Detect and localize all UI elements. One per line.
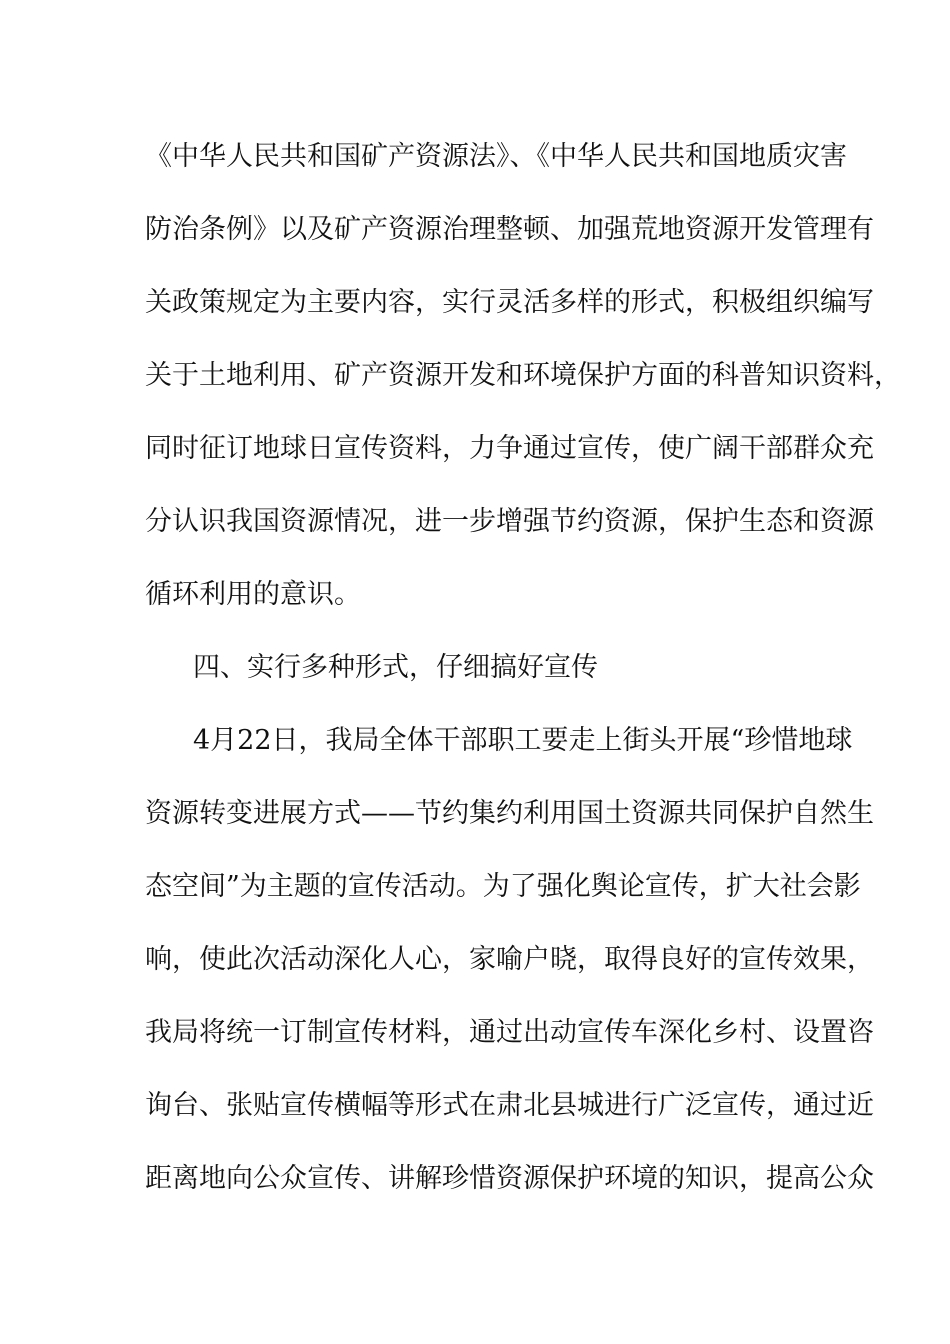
body-text-line: 询台、张贴宣传横幅等形式在肃北县城进行广泛宣传，通过近 xyxy=(145,1090,874,1121)
body-text-line: 关于土地利用、矿产资源开发和环境保护方面的科普知识资料， xyxy=(145,360,901,391)
body-text-line: 态空间”为主题的宣传活动。为了强化舆论宣传，扩大社会影 xyxy=(145,871,861,902)
body-text-line: 循环利用的意识。 xyxy=(145,579,361,610)
body-text-line: 4月22日，我局全体干部职工要走上街头开展“珍惜地球 xyxy=(193,725,853,756)
body-text-line: 防治条例》以及矿产资源治理整顿、加强荒地资源开发管理有 xyxy=(145,214,874,245)
body-text-line: 同时征订地球日宣传资料，力争通过宣传，使广阔干部群众充 xyxy=(145,433,874,464)
body-text-line: 《中华人民共和国矿产资源法》、《中华人民共和国地质灾害 xyxy=(145,141,847,172)
body-text-line: 距离地向公众宣传、讲解珍惜资源保护环境的知识，提高公众 xyxy=(145,1163,874,1194)
body-text-line: 关政策规定为主要内容，实行灵活多样的形式，积极组织编写 xyxy=(145,287,874,318)
body-text-line: 我局将统一订制宣传材料，通过出动宣传车深化乡村、设置咨 xyxy=(145,1017,874,1048)
body-text-line: 响，使此次活动深化人心，家喻户晓，取得良好的宣传效果， xyxy=(145,944,874,975)
body-text-line: 分认识我国资源情况，进一步增强节约资源，保护生态和资源 xyxy=(145,506,874,537)
body-text-line: 资源转变进展方式——节约集约利用国土资源共同保护自然生 xyxy=(145,798,874,829)
section-heading: 四、实行多种形式，仔细搞好宣传 xyxy=(193,652,598,683)
